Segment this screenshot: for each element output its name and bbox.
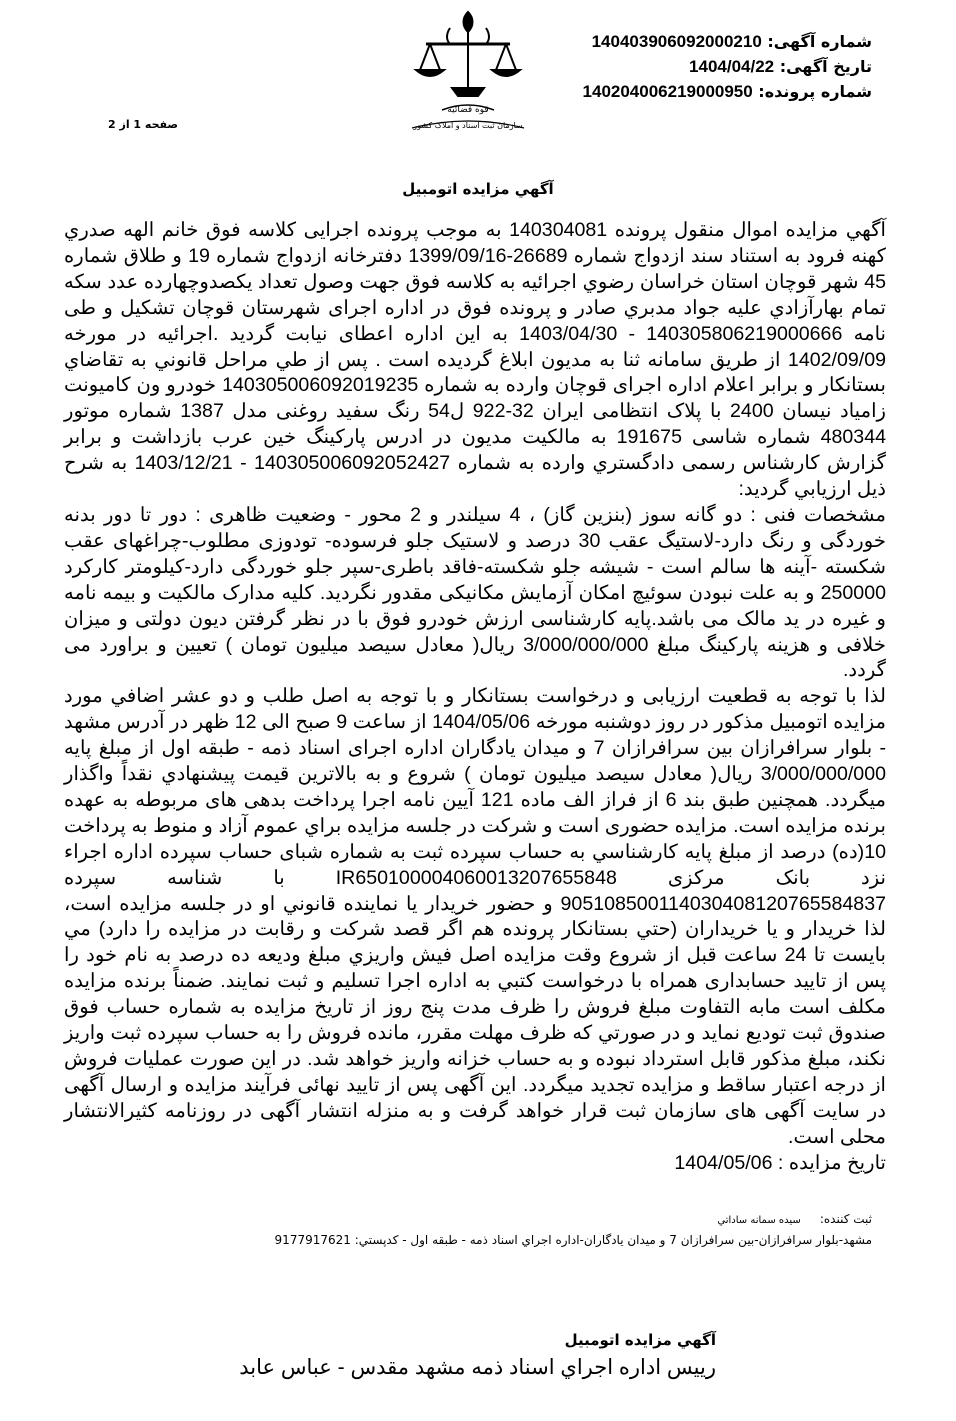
notice-date-value: 1404/04/22 [689, 57, 775, 76]
notice-date-line [689, 57, 872, 77]
body-paragraph-intro: آگهي مزايده اموال منقول پرونده 140304081 به موجب پرونده اجرایی کلاسه فوق خانم الهه صدري کهنه فرود به استناد سند ازدواج شماره 26689-1399/09/16 دفترخانه ازدواج شماره 19 و طلاق شماره 45 شهر قوچان استان خراسان رضوي اجرائیه به کلاسه فوق جهت وصول تعداد یکصدوچهارده عدد سکه تمام بهارآزادي علیه جواد مدبري صادر و پرونده فوق در اداره اجرای شهرستان قوچان تشکیل و طی نامه 140305806219000666 - 1403/04/30 به این اداره اعطای نیابت گردید .اجرائیه در مورخه 1402/09/09 از طریق سامانه ثنا به مدیون ابلاغ گردیده است . پس از طي مراحل قانوني به تقاضاي بستانکار و برابر اعلام اداره اجرای قوچان وارده به شماره 140305006092019235 خودرو ون کامیونت زامیاد نیسان 2400 با پلاک انتظامی ایران 32-922 ل54 رنگ سفید روغنی مدل 1387 شماره موتور 480344 شماره شاسی 191675 به مالکیت مدیون در ادرس پارکینگ خین عرب بازداشت و برابر گزارش کارشناس رسمی دادگستري وارده به شماره 140305006092052427 - 1403/12/21 به شرح ذیل ارزیابي گردید: [64, 219, 886, 501]
notice-number-label: شماره آگهی: [767, 32, 872, 51]
file-number-line [583, 82, 872, 102]
emblem-text: قوه قضائيه [447, 105, 489, 115]
notice-number-value: 14040390609200021​0 [591, 32, 762, 51]
page-number: صفحه 1 از 2 [108, 118, 179, 131]
notice-number-line [592, 32, 872, 52]
registrar-line [717, 1212, 872, 1226]
notice-date-label: تاریخ آگهی: [779, 57, 872, 76]
footer-title: آگهي مزايده اتومبيل [564, 1331, 716, 1349]
body-paragraph-terms: لذا با توجه به قطعیت ارزیابی و درخواست بستانکار و با توجه به اصل طلب و دو عشر اضافي مورد مزايده اتومبیل مذکور در روز دوشنبه مورخه 1404/05/06 از ساعت 9 صبح الی 12 ظهر در آدرس مشهد - بلوار سرافرازان بین سرافرازان 7 و میدان یادگاران اداره اجرای اسناد ذمه - طبقه اول از مبلغ پایه 3/000/000/000 ریال( معادل سیصد میلیون تومان ) شروع و به بالاترین قیمت پیشنهادي نقداً واگذار میگردد. همچنین طبق بند 6 از فراز الف ماده 121 آیین نامه اجرا پرداخت بدهی های مربوطه به عهده برنده مزایده است. مزایده حضوری است و شرکت در جلسه مزايده براي عموم آزاد و منوط به پرداخت 10(ده) درصد از مبلغ پایه کارشناسي به حساب سپرده ثبت به شماره شبای حساب سپرده اداره اجراء نزد بانک مرکزی IR650100004060013207655848 با شناسه سپرده 905108500114030408120765584837 و حضور خريدار يا نماينده قانوني او در جلسه مزايده است، لذا خريدار و يا خريداران (حتي بستانکار پرونده هم اگر قصد شرکت و رقابت در مزايده را دارد) مي بايست تا 24 ساعت قبل از شروع وقت مزایده اصل فیش واریزي مبلغ وديعه ده درصد به نام خود را پس از تایید حسابداری همراه با درخواست کتبي به اداره اجرا تسليم و ثبت نمايند. ضمناً برنده مزايده مکلف است مابه التفاوت مبلغ فروش را ظرف مدت پنج روز از تاريخ مزايده به شماره حساب فوق صندوق ثبت توديع نمايد و در صورتي که ظرف مهلت مقرر، مانده فروش را به حساب سپرده ثبت واریز نکند، مبلغ مذکور قابل استرداد نبوده و به حساب خزانه واريز خواهد شد. در این صورت عملیات فروش از درجه اعتبار ساقط و مزایده تجدید میگردد. این آگهی پس از تایید نهائی فرآیند مزایده و ارسال آگهی در سایت آگهی های سازمان ثبت قرار خواهد گرفت و به منزله انتشار آگهی در روزنامه کثیرالانتشار محلی است. [64, 685, 887, 1148]
judiciary-emblem-icon [398, 4, 538, 132]
body-paragraph-specs: مشخصات فنی : دو گانه سوز (بنزین گاز) ، 4 سیلندر و 2 محور - وضعیت ظاهری : دور تا دور بدنه خوردگی و رنگ دارد-لاستیگ عقب 30 درصد و لاستیک جلو فرسوده- تودوزی مطلوب-چراغهای عقب شکسته -آینه ها سالم است - شیشه جلو شکسته-فاقد باطری-سپر جلو خوردگی دارد-کیلومتر کارکرد 250000 و به علت نبودن سوئیچ امکان آزمایش مکانیکی مقدور نگردید. کلیه مدارک مالکیت و بیمه نامه و غیره در ید مالک می باشد.پایه کارشناسی ارزش خودرو فوق با در نظر گرفتن دیون دولتی و میزان خلافی و هزینه پارکینگ مبلغ 3/000/000/000 ریال( معادل سیصد میلیون تومان ) تعیین و براورد می گردد. [64, 503, 886, 682]
file-number-label: شماره پرونده: [758, 82, 872, 101]
footer-signature: رييس اداره اجراي اسناد ذمه مشهد مقدس - عباس عابد [239, 1356, 716, 1379]
file-number-value: 14020400621900095​0 [582, 82, 753, 101]
auction-date: تاریخ مزایده : 1404/05/06 [674, 1151, 886, 1174]
page-title: آگهي مزايده اتومبيل [402, 180, 554, 198]
notice-body [64, 218, 886, 1177]
registrar-label: ثبت کننده: [819, 1212, 872, 1226]
office-address: مشهد-بلوار سرافرازان-بين سرافرازان 7 و ميدان يادگاران-اداره اجراي اسناد ذمه - طبقه اول - کدپستي: 9177917621 [274, 1233, 872, 1247]
registrar-name: سیده سمانه ساداتي [717, 1215, 801, 1226]
emblem-subtext: سازمان ثبت اسناد و املاک کشور [413, 121, 523, 130]
